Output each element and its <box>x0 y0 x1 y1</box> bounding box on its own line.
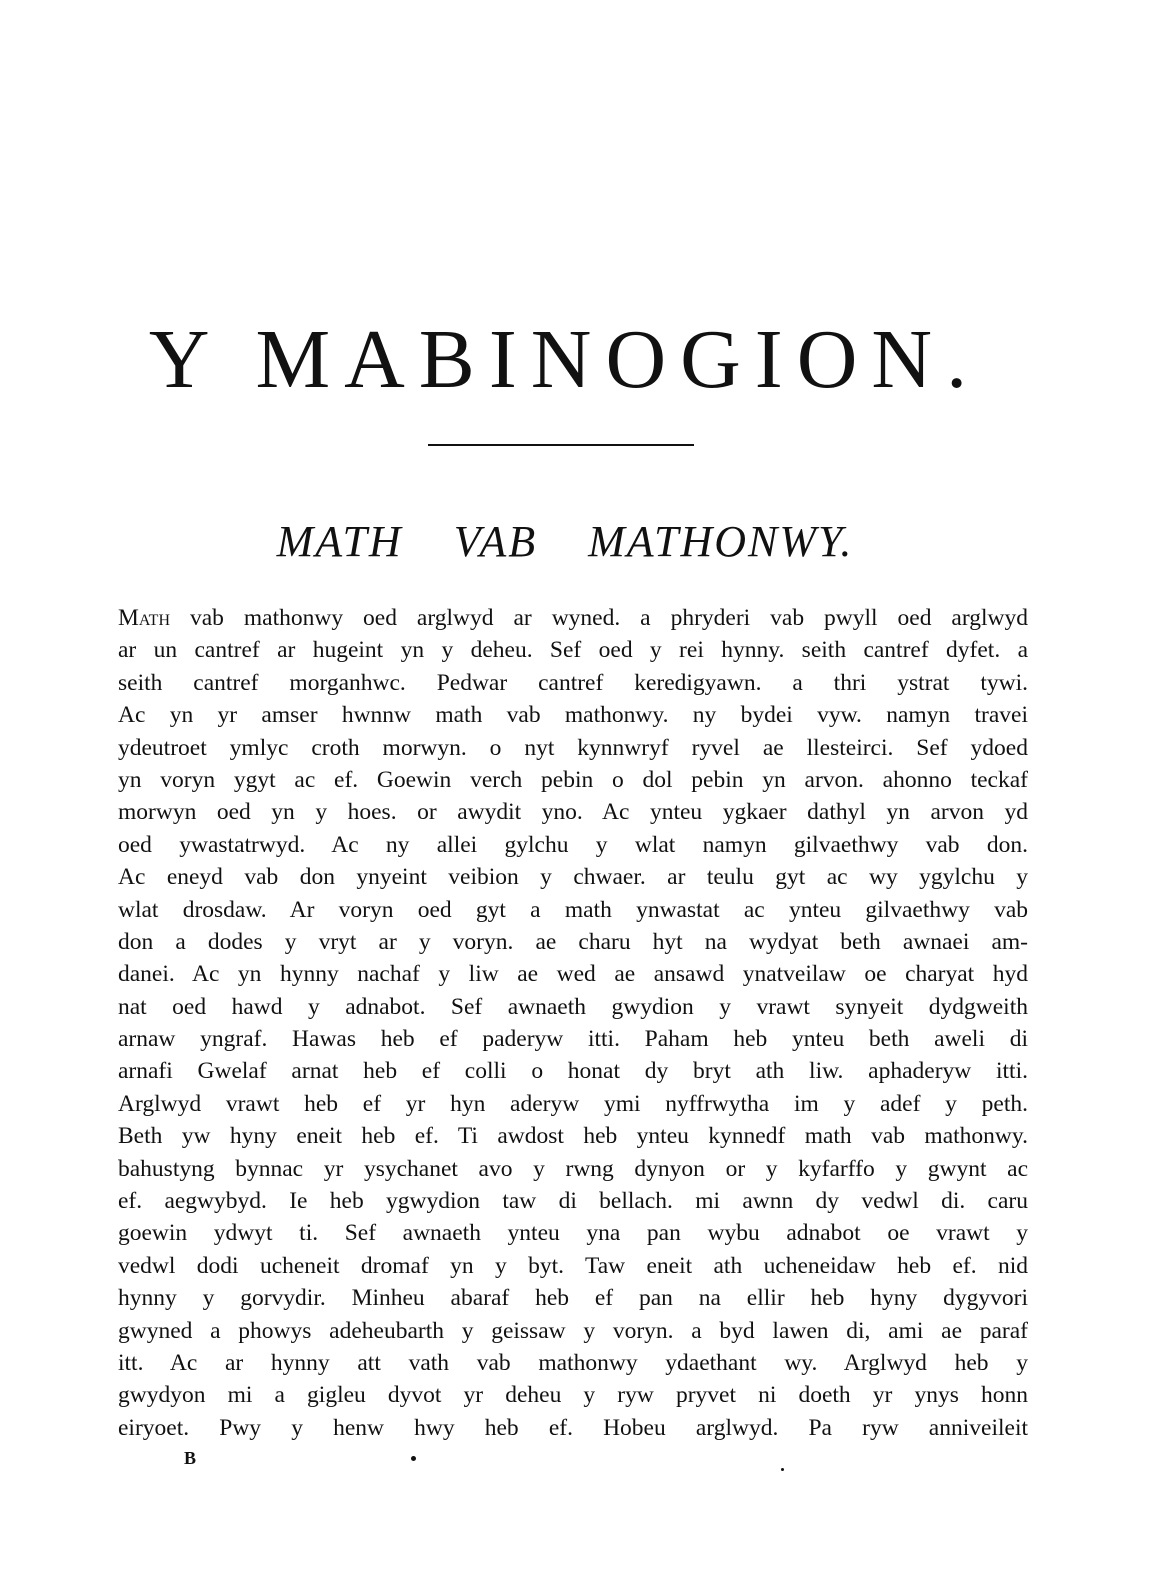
text-line: ar un cantref ar hugeint yn y deheu. Sef oed y rei hynny. seith cantref dyfet. a <box>118 637 1028 664</box>
text-line: arnaw yngraf. Hawas heb ef paderyw itti. Paham heb ynteu beth aweli di <box>118 1026 1028 1053</box>
section-title: MATH VAB MATHONWY. <box>276 517 854 566</box>
text-line: eiryoet. Pwy y henw hwy heb ef. Hobeu arglwyd. Pa ryw anniveileit <box>118 1414 1028 1441</box>
text-line: ydeutroet ymlyc croth morwyn. o nyt kynnwryf ryvel ae llesteirci. Sef ydoed <box>118 734 1028 761</box>
text-line: hynny y gorvydir. Minheu abaraf heb ef pan na ellir heb hyny dygyvori <box>118 1285 1028 1312</box>
signature-mark: B <box>184 1448 197 1468</box>
text-line: Arglwyd vrawt heb ef yr hyn aderyw ymi nyffrwytha im y adef y peth. <box>118 1090 1028 1117</box>
text-line <box>118 602 1028 634</box>
text-line: yn voryn ygyt ac ef. Goewin verch pebin o dol pebin yn arvon. ahonno teckaf <box>118 766 1028 793</box>
text-line: Beth yw hyny eneit heb ef. Ti awdost heb ynteu kynnedf math vab mathonwy. <box>118 1123 1028 1150</box>
lead-word: Math <box>118 605 171 631</box>
text-line: Ac yn yr amser hwnnw math vab mathonwy. ny bydei vyw. namyn travei <box>118 702 1028 729</box>
text-line-content: vab mathonwy oed arglwyd ar wyned. a phryderi vab pwyll oed arglwyd <box>170 605 1028 631</box>
text-line: goewin ydwyt ti. Sef awnaeth ynteu yna pan wybu adnabot oe vrawt y <box>118 1220 1028 1247</box>
text-line: nat oed hawd y adnabot. Sef awnaeth gwydion y vrawt synyeit dydgweith <box>118 993 1028 1020</box>
text-line: Ac eneyd vab don ynyeint veibion y chwaer. ar teulu gyt ac wy ygylchu y <box>118 864 1028 891</box>
text-line: bahustyng bynnac yr ysychanet avo y rwng dynyon or y kyfarffo y gwynt ac <box>118 1155 1028 1182</box>
text-line: arnafi Gwelaf arnat heb ef colli o honat dy bryt ath liw. aphaderyw itti. <box>118 1058 1028 1085</box>
text-line: don a dodes y vryt ar y voryn. ae charu hyt na wydyat beth awnaei am- <box>118 928 1028 955</box>
print-speck <box>781 1468 784 1471</box>
print-speck <box>411 1456 416 1461</box>
text-line: gwyned a phowys adeheubarth y geissaw y voryn. a byd lawen di, ami ae paraf <box>118 1317 1028 1344</box>
book-title: Y MABINOGION. <box>148 313 982 406</box>
title-divider <box>428 444 694 446</box>
text-line: wlat drosdaw. Ar voryn oed gyt a math ynwastat ac ynteu gilvaethwy vab <box>118 896 1028 923</box>
text-line: ef. aegwybyd. Ie heb ygwydion taw di bellach. mi awnn dy vedwl di. caru <box>118 1188 1028 1215</box>
body-text <box>118 602 1028 1444</box>
text-line: vedwl dodi ucheneit dromaf yn y byt. Taw eneit ath ucheneidaw heb ef. nid <box>118 1252 1028 1279</box>
text-line: seith cantref morganhwc. Pedwar cantref keredigyawn. a thri ystrat tywi. <box>118 669 1028 696</box>
text-line: morwyn oed yn y hoes. or awydit yno. Ac ynteu ygkaer dathyl yn arvon yd <box>118 799 1028 826</box>
text-line: oed ywastatrwyd. Ac ny allei gylchu y wlat namyn gilvaethwy vab don. <box>118 831 1028 858</box>
text-line: itt. Ac ar hynny att vath vab mathonwy ydaethant wy. Arglwyd heb y <box>118 1349 1028 1376</box>
text-line: danei. Ac yn hynny nachaf y liw ae wed ae ansawd ynatveilaw oe charyat hyd <box>118 961 1028 988</box>
text-line: gwydyon mi a gigleu dyvot yr deheu y ryw pryvet ni doeth yr ynys honn <box>118 1382 1028 1409</box>
